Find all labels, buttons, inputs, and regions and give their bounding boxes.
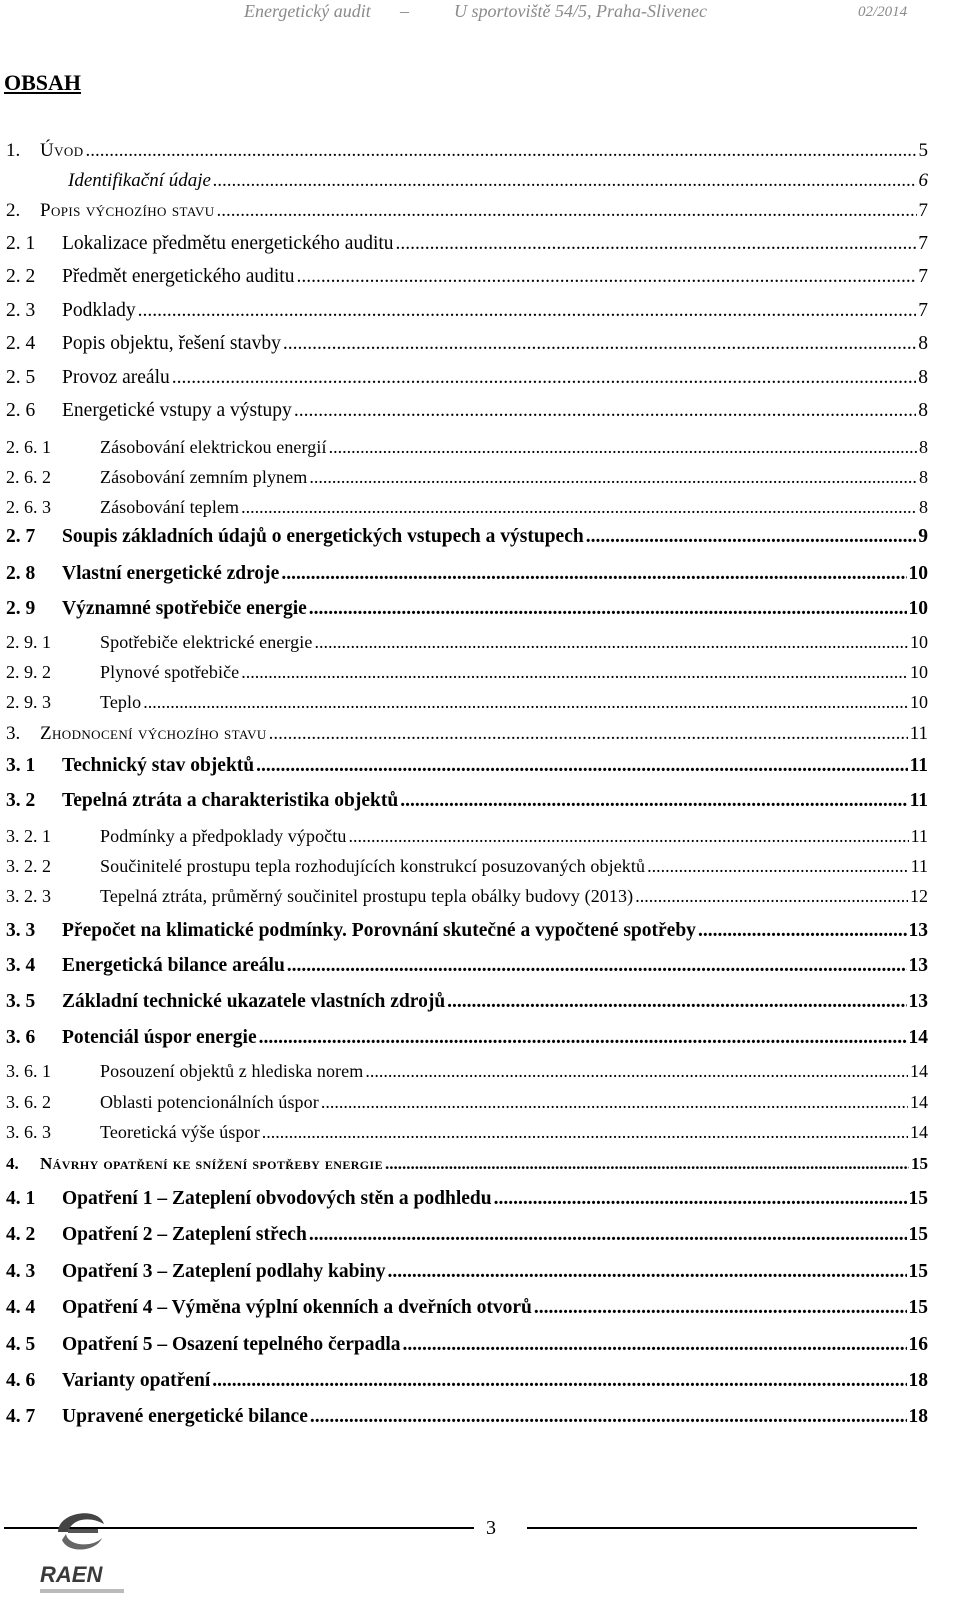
toc-dot-leader [283,333,916,355]
toc-entry-page: 15 [908,1297,928,1318]
toc-entry-title: Provoz areálu [62,367,170,388]
toc-entry-number: 2. 9. 2 [6,662,51,682]
toc-entry-number: 2. [6,200,21,221]
toc-entry-title: Úvod [40,140,84,161]
toc-entry-page: 10 [908,598,928,619]
toc-entry-title: Zásobování elektrickou energií [100,437,327,457]
toc-dot-leader [387,1261,906,1283]
toc-entry-title: Popis objektu, řešení stavby [62,333,281,354]
toc-entry[interactable] [6,1154,928,1174]
toc-entry-number: 2. 4 [6,333,36,354]
toc-dot-leader [647,856,909,877]
toc-entry-title: Plynové spotřebiče [100,662,240,682]
toc-entry-page: 7 [918,200,928,221]
toc-entry-page: 10 [910,632,928,652]
toc-entry-title: Potenciál úspor energie [62,1027,257,1048]
toc-entry[interactable] [6,1370,928,1392]
toc-entry-page: 14 [908,1027,928,1048]
toc-entry-title: Oblasti potencionálních úspor [100,1092,319,1112]
toc-dot-leader [385,1154,909,1174]
toc-dot-leader [586,526,917,548]
toc-dot-leader [256,755,907,777]
toc-entry[interactable] [6,692,928,713]
toc-entry-number: 2. 8 [6,563,36,584]
toc-entry-title: Energetické vstupy a výstupy [62,400,292,421]
toc-entry-page: 8 [919,467,928,487]
toc-dot-leader [494,1188,907,1210]
toc-entry[interactable] [6,563,928,585]
toc-entry[interactable] [6,1188,928,1210]
toc-entry-number: 3. 6. 1 [6,1061,51,1081]
toc-entry[interactable] [6,1122,928,1143]
toc-entry[interactable] [6,955,928,977]
toc-entry-number: 2. 6. 2 [6,467,51,487]
toc-entry-title: Opatření 1 – Zateplení obvodových stěn a podhledu [62,1188,492,1209]
toc-entry-page: 7 [918,266,928,287]
toc-entry-page: 11 [910,856,928,876]
toc-entry-page: 15 [908,1261,928,1282]
toc-entry-title: Lokalizace předmětu energetického auditu [62,233,394,254]
toc-entry-number: 4. [6,1154,19,1173]
toc-entry-number: 3. 3 [6,920,36,941]
toc-entry-title: Teoretická výše úspor [100,1122,260,1142]
toc-entry-page: 12 [910,886,928,906]
toc-entry-title: Upravené energetické bilance [62,1406,308,1427]
toc-dot-leader [281,563,906,585]
toc-entry-title: Předmět energetického auditu [62,266,295,287]
toc-entry-title: Podmínky a předpoklady výpočtu [100,826,347,846]
toc-dot-leader [241,662,908,683]
raen-logo-icon [38,1498,124,1570]
toc-entry-title: Posouzení objektů z hlediska norem [100,1061,364,1081]
toc-entry-page: 13 [908,920,928,941]
toc-entry-title: Identifikační údaje [68,170,211,191]
toc-entry[interactable] [6,400,928,422]
toc-entry[interactable] [6,300,928,322]
toc-dot-leader [698,920,907,942]
toc-dot-leader [400,790,907,812]
toc-entry-title: Varianty opatření [62,1370,211,1391]
toc-dot-leader [309,598,907,620]
toc-entry[interactable] [6,632,928,653]
toc-entry-page: 9 [918,526,928,547]
toc-dot-leader [365,1061,908,1082]
toc-dot-leader [172,367,917,389]
toc-entry-title: Podklady [62,300,136,321]
toc-entry-number: 3. 4 [6,955,36,976]
toc-dot-leader [329,437,917,458]
toc-entry-title: Technický stav objektů [62,755,255,776]
toc-entry-title: Tepelná ztráta a charakteristika objektů [62,790,399,811]
toc-entry-page: 11 [910,826,928,846]
toc-entry-number: 4. 5 [6,1334,36,1355]
toc-dot-leader [635,886,908,907]
toc-entry-number: 4. 4 [6,1297,36,1318]
toc-entry-page: 7 [918,233,928,254]
toc-entry-number: 2. 3 [6,300,36,321]
toc-entry[interactable] [6,266,928,288]
toc-entry-page: 8 [918,367,928,388]
toc-entry-number: 3. 2. 1 [6,826,51,846]
toc-entry[interactable] [6,526,928,548]
toc-entry[interactable] [6,467,928,488]
toc-entry[interactable] [6,1297,928,1319]
toc-heading: OBSAH [4,70,82,95]
toc-dot-leader [138,300,917,322]
toc-entry[interactable] [6,1334,928,1356]
toc-entry-page: 15 [908,1224,928,1245]
toc-dot-leader [309,467,917,488]
toc-dot-leader [348,826,908,847]
toc-entry-title: Návrhy opatření ke snížení spotřeby energie [40,1154,384,1173]
toc-entry-title: Základní technické ukazatele vlastních zdrojů [62,991,446,1012]
toc-entry[interactable] [6,140,928,162]
toc-entry[interactable] [6,1224,928,1246]
toc-entry-number: 3. 6 [6,1027,36,1048]
toc-entry[interactable] [6,886,928,907]
toc-entry-number: 2. 6. 3 [6,497,51,517]
toc-dot-leader [269,723,908,745]
toc-entry-number: 2. 2 [6,266,36,287]
toc-dot-leader [213,170,917,192]
toc-entry-title: Opatření 5 – Osazení tepelného čerpadla [62,1334,401,1355]
toc-entry-page: 11 [909,723,928,744]
toc-entry-title: Opatření 2 – Zateplení střech [62,1224,307,1245]
toc-entry-page: 18 [908,1406,928,1427]
toc-dot-leader [262,1122,908,1143]
toc-entry-title: Významné spotřebiče energie [62,598,307,619]
toc-dot-leader [403,1334,907,1356]
footer-page-number: 3 [486,1517,496,1539]
toc-dot-leader [447,991,906,1013]
toc-dot-leader [143,692,908,713]
toc-entry[interactable] [6,1027,928,1049]
toc-entry[interactable] [6,856,928,877]
toc-entry-title: Součinitelé prostupu tepla rozhodujících konstrukcí posuzovaných objektů [100,856,646,876]
toc-dot-leader [321,1092,908,1113]
toc-dot-leader [310,1406,907,1428]
toc-dot-leader [294,400,916,422]
toc-entry-page: 11 [909,790,928,811]
toc-entry-title: Zásobování teplem [100,497,240,517]
toc-entry[interactable] [6,662,928,683]
toc-entry-title: Přepočet na klimatické podmínky. Porovnání skutečné a vypočtené spotřeby [62,920,696,941]
toc-entry-title: Soupis základních údajů o energetických vstupech a výstupech [62,526,584,547]
toc-entry-page: 13 [908,991,928,1012]
toc-entry-page: 7 [918,300,928,321]
toc-entry-title: Zhodnocení výchozího stavu [40,723,267,744]
toc-dot-leader [314,632,908,653]
toc-entry-number: 3. 2 [6,790,36,811]
toc-entry-title: Opatření 3 – Zateplení podlahy kabiny [62,1261,386,1282]
toc-entry-page: 8 [919,437,928,457]
toc-entry-page: 16 [908,1334,928,1355]
toc-entry-title: Zásobování zemním plynem [100,467,308,487]
logo-text: RAEN [40,1562,103,1587]
toc-entry-page: 14 [910,1092,928,1112]
toc-entry-number: 3. 1 [6,755,36,776]
toc-entry[interactable] [6,497,928,518]
toc-entry-page: 14 [910,1061,928,1081]
toc-entry-number: 4. 1 [6,1188,36,1209]
toc-entry[interactable] [6,1092,928,1113]
toc-entry-number: 3. 6. 2 [6,1092,51,1112]
toc-entry-title: Spotřebiče elektrické energie [100,632,313,652]
toc-dot-leader [287,955,907,977]
toc-entry-page: 13 [908,955,928,976]
toc-entry-page: 10 [910,662,928,682]
toc-entry-title: Teplo [100,692,142,712]
toc-entry-page: 8 [919,497,928,517]
toc-entry[interactable] [6,1061,928,1082]
toc-dot-leader [241,497,917,518]
toc-entry-number: 4. 2 [6,1224,36,1245]
toc-entry[interactable] [6,920,928,942]
toc-entry-title: Tepelná ztráta, průměrný součinitel prostupu tepla obálky budovy (2013) [100,886,634,906]
toc-entry-page: 18 [908,1370,928,1391]
toc-entry-number: 2. 6 [6,400,36,421]
toc-entry[interactable] [6,991,928,1013]
toc-dot-leader [86,140,917,162]
toc-entry[interactable] [6,826,928,847]
header-doc-title: Energetický audit [244,1,371,21]
toc-entry-title: Popis výchozího stavu [40,200,215,221]
header-address: U sportoviště 54/5, Praha-Slivenec [454,1,707,21]
toc-entry-number: 2. 5 [6,367,36,388]
toc-entry[interactable] [6,437,928,458]
toc-entry-number: 2. 9 [6,598,36,619]
toc-entry-page: 6 [918,170,928,191]
toc-entry-number: 3. [6,723,21,744]
toc-entry-page: 14 [910,1122,928,1142]
toc-entry-number: 2. 7 [6,526,36,547]
toc-entry-page: 8 [918,333,928,354]
toc-entry-title: Opatření 4 – Výměna výplní okenních a dveřních otvorů [62,1297,532,1318]
toc-entry[interactable] [6,1261,928,1283]
header-date: 02/2014 [858,4,908,20]
toc-dot-leader [217,200,917,222]
toc-entry-number: 2. 6. 1 [6,437,51,457]
toc-entry[interactable] [6,200,928,222]
toc-entry[interactable] [6,367,928,389]
toc-entry[interactable] [6,1406,928,1428]
toc-entry[interactable] [6,755,928,777]
page-header [0,0,960,28]
toc-entry-page: 11 [909,755,928,776]
toc-dot-leader [534,1297,907,1319]
toc-dot-leader [309,1224,907,1246]
toc-entry[interactable] [6,790,928,812]
toc-entry[interactable] [6,598,928,620]
toc-dot-leader [396,233,917,255]
toc-entry[interactable] [6,233,928,255]
footer-rule-right [527,1527,917,1529]
toc-entry[interactable] [6,333,928,355]
toc-entry-page: 15 [911,1154,928,1173]
toc-entry-number: 4. 7 [6,1406,36,1427]
logo-underline [40,1589,124,1593]
toc-entry-page: 15 [908,1188,928,1209]
toc-entry-page: 10 [908,563,928,584]
toc-entry-title: Energetická bilance areálu [62,955,285,976]
toc-entry-number: 3. 5 [6,991,36,1012]
toc-entry[interactable] [6,170,928,192]
header-separator: – [400,1,409,21]
toc-entry-page: 8 [918,400,928,421]
toc-entry-page: 10 [910,692,928,712]
toc-entry-number: 1. [6,140,21,161]
toc-entry-number: 2. 1 [6,233,36,254]
toc-entry-page: 5 [918,140,928,161]
toc-entry-number: 4. 3 [6,1261,36,1282]
toc-entry-number: 3. 2. 2 [6,856,51,876]
toc-entry-number: 2. 9. 3 [6,692,51,712]
toc-dot-leader [259,1027,907,1049]
toc-entry-title: Vlastní energetické zdroje [62,563,280,584]
toc-entry-number: 3. 2. 3 [6,886,51,906]
toc-dot-leader [212,1370,906,1392]
toc-entry-number: 2. 9. 1 [6,632,51,652]
toc-dot-leader [296,266,916,288]
toc-entry-number: 4. 6 [6,1370,36,1391]
toc-entry[interactable] [6,723,928,745]
toc-entry-number: 3. 6. 3 [6,1122,51,1142]
